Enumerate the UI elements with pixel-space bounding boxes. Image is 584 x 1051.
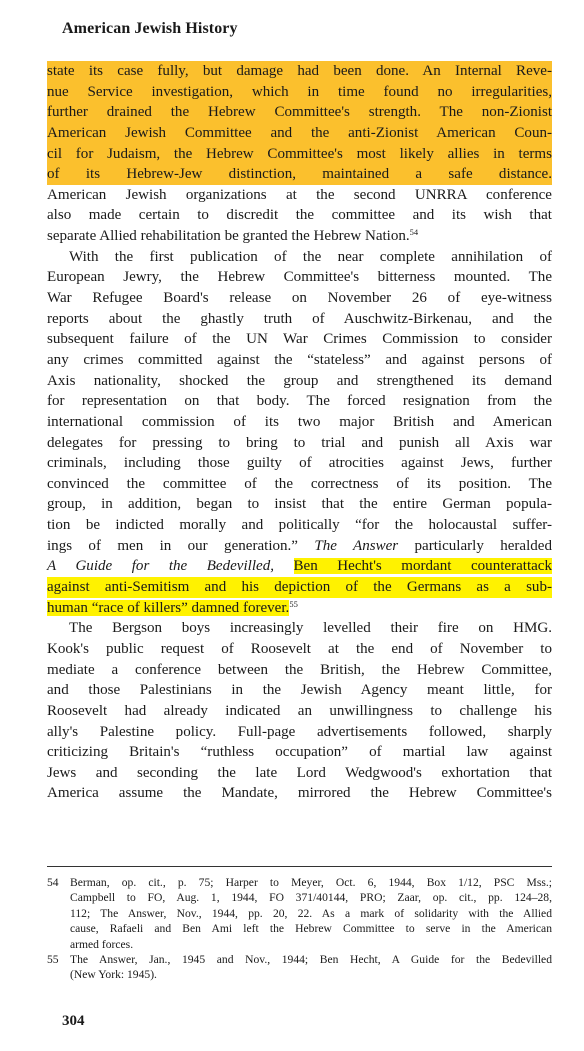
text-line: ally's Palestine policy. Full-page advertisements followed, sharply	[47, 723, 552, 740]
text-line: Axis nationality, shocked the group and strengthened its demand	[47, 372, 552, 389]
text-line	[47, 536, 552, 557]
highlight-yellow: against anti-Semitism and his depiction of the Germans as a sub-	[47, 577, 552, 598]
text-line: Roosevelt had already indicated an unwillingness to challenge his	[47, 702, 552, 719]
footnote-line: cause, Rafaeli and Ben Ami left the Hebrew Committee to serve in the American	[70, 922, 552, 936]
footnote-line: Campbell to FO, Aug. 1, 1944, FO 371/40144, PRO; Zaar, op. cit., pp. 124–28,	[70, 891, 552, 905]
text-line: subsequent failure of the UN War Crimes Commission to consider	[47, 331, 552, 348]
highlight-orange: nue Service investigation, which in time found no irregularities,	[47, 82, 552, 103]
highlight-orange: American Jewish Committee and the anti-Zionist American Coun-	[47, 123, 552, 144]
footnotes	[47, 875, 552, 983]
page-number: 304	[62, 1013, 85, 1029]
text-line: European Jewry, the Hebrew Committee's bitterness mounted. The	[47, 269, 552, 286]
text-line: any crimes committed against the “stateless” and against persons of	[47, 351, 552, 368]
highlight-orange: of its Hebrew-Jew distinction, maintained a safe distance.	[47, 164, 552, 185]
body-text	[47, 61, 552, 804]
text-line-content: ings of men in our generation.”	[47, 537, 298, 554]
text-line	[47, 556, 552, 577]
footnote-marker-54: 54	[409, 227, 419, 238]
footnote-line: 112; The Answer, Nov., 1944, pp. 20, 22. As a mark of solidarity with the Allied	[70, 906, 552, 920]
publication-title: The Answer	[314, 537, 399, 554]
footnote-line: (New York: 1945).	[70, 968, 157, 982]
text-line: also made certain to discredit the committee and its wish that	[47, 207, 552, 224]
footnote-54	[47, 875, 552, 952]
text-line-content: particularly heralded	[398, 537, 553, 554]
text-line	[47, 164, 552, 185]
text-line: America assume the Mandate, mirrored the Hebrew Committee's	[47, 785, 552, 802]
text-line: Kook's public request of Roosevelt at the end of November to	[47, 640, 552, 657]
highlight-yellow: human “race of killers” damned forever.	[47, 599, 290, 616]
highlight-orange: cil for Judaism, the Hebrew Committee's most likely allies in terms	[47, 144, 552, 165]
text-line: and those Palestinians in the Jewish Agency meant little, for	[47, 682, 552, 699]
footnote-divider	[47, 866, 552, 867]
text-line: convinced the committee of the correctness of its position. The	[47, 475, 552, 492]
text-line: With the first publication of the near complete annihilation of	[69, 248, 552, 265]
text-line: for representation on that body. The forced resignation from the	[47, 393, 552, 410]
footnote-number: 55	[47, 953, 59, 967]
text-line: tion be indicted morally and politically “for the holocaustal suffer-	[47, 517, 552, 534]
footnote-55	[47, 952, 552, 983]
text-line	[47, 82, 552, 103]
footnote-marker-55: 55	[289, 598, 298, 609]
text-line: reports about the ghastly truth of Auschwitz-Birkenau, and the	[47, 310, 552, 327]
text-line: group, in addition, began to insist that the entire German popula-	[47, 496, 552, 513]
text-line	[47, 61, 552, 82]
text-line: international commission of its two major British and American	[47, 413, 552, 430]
footnote-line: Berman, op. cit., p. 75; Harper to Meyer, Oct. 6, 1944, Box 1/12, PSC Mss.;	[70, 876, 552, 889]
text-line: criminals, including those guilty of atrocities against Jews, further	[47, 455, 552, 472]
text-line: mediate a conference between the British, the Hebrew Committee,	[47, 661, 552, 678]
text-line-content: separate Allied rehabilitation be granted the Hebrew Nation.	[47, 228, 410, 245]
text-line: criticizing Britain's “ruthless occupation” of martial law against	[47, 744, 552, 761]
text-line	[47, 144, 552, 165]
running-header: American Jewish History	[62, 20, 238, 37]
footnote-line: The Answer, Jan., 1945 and Nov., 1944; Ben Hecht, A Guide for the Bedevilled	[70, 953, 552, 967]
text-line	[47, 577, 552, 598]
text-line: Jews and seconding the late Lord Wedgwood's exhortation that	[47, 764, 552, 781]
publication-title: A Guide for the Bedevilled,	[47, 558, 274, 575]
text-line: American Jewish organizations at the second UNRRA conference	[47, 186, 552, 203]
highlight-orange: further drained the Hebrew Committee's strength. The non-Zionist	[47, 102, 552, 123]
footnote-number: 54	[47, 876, 59, 889]
text-line	[47, 226, 552, 247]
text-line	[47, 598, 552, 619]
text-line	[47, 102, 552, 123]
footnote-line: armed forces.	[70, 937, 134, 951]
text-line: delegates for pressing to bring to trial and punish all Axis war	[47, 434, 552, 451]
text-line	[47, 123, 552, 144]
text-line: War Refugee Board's release on November 26 of eye-witness	[47, 290, 552, 307]
highlight-orange: state its case fully, but damage had been done. An Internal Reve-	[47, 61, 552, 82]
text-line: The Bergson boys increasingly levelled their fire on HMG.	[69, 620, 552, 637]
highlight-yellow: Ben Hecht's mordant counterattack	[293, 558, 553, 575]
